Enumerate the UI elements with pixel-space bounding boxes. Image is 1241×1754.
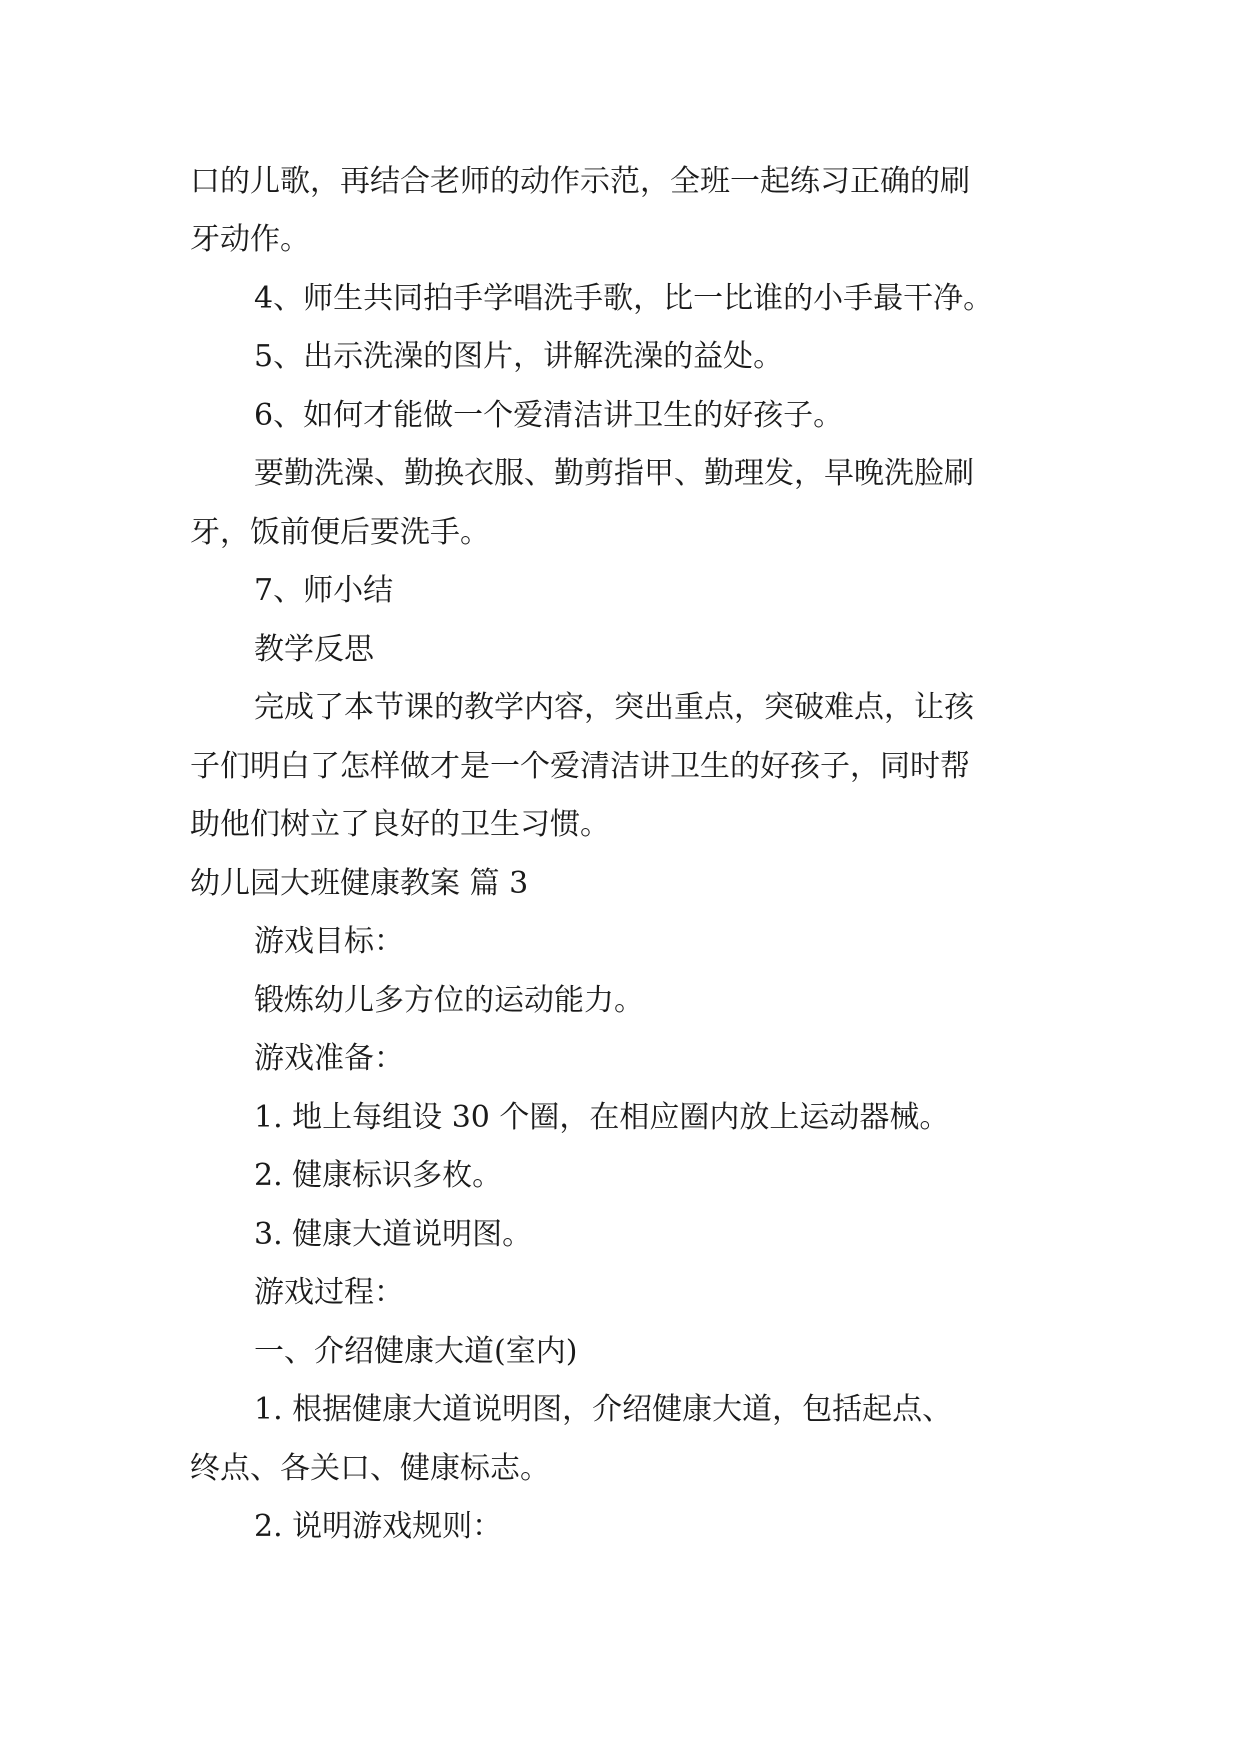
paragraph-line: 终点、各关口、健康标志。: [190, 1451, 550, 1486]
paragraph-line: 牙，饭前便后要洗手。: [190, 515, 490, 550]
paragraph-line: 要勤洗澡、勤换衣服、勤剪指甲、勤理发，早晚洗脸刷: [254, 456, 974, 491]
list-item: 2. 健康标识多枚。: [254, 1158, 503, 1193]
section-label: 教学反思: [254, 632, 374, 667]
paragraph-line: 牙动作。: [190, 222, 310, 257]
paragraph-line: 完成了本节课的教学内容，突出重点，突破难点，让孩: [254, 690, 974, 725]
paragraph-line: 7、师小结: [254, 573, 394, 608]
paragraph-line: 4、师生共同拍手学唱洗手歌，比一比谁的小手最干净。: [254, 281, 994, 316]
section-label: 游戏过程：: [254, 1275, 404, 1310]
section-heading: 幼儿园大班健康教案 篇 3: [190, 866, 529, 901]
paragraph-line: 口的儿歌，再结合老师的动作示范，全班一起练习正确的刷: [190, 164, 970, 199]
paragraph-line: 子们明白了怎样做才是一个爱清洁讲卫生的好孩子，同时帮: [190, 749, 970, 784]
section-label: 游戏准备：: [254, 1041, 404, 1076]
paragraph-line: 5、出示洗澡的图片，讲解洗澡的益处。: [254, 339, 784, 374]
section-label: 游戏目标：: [254, 924, 404, 959]
list-item: 3. 健康大道说明图。: [254, 1217, 533, 1252]
list-item: 1. 根据健康大道说明图，介绍健康大道，包括起点、: [254, 1392, 953, 1427]
paragraph-line: 锻炼幼儿多方位的运动能力。: [254, 983, 644, 1018]
paragraph-line: 6、如何才能做一个爱清洁讲卫生的好孩子。: [254, 398, 844, 433]
paragraph-line: 一、介绍健康大道(室内): [254, 1334, 578, 1369]
list-item: 1. 地上每组设 30 个圈，在相应圈内放上运动器械。: [254, 1100, 950, 1135]
list-item: 2. 说明游戏规则：: [254, 1509, 503, 1544]
paragraph-line: 助他们树立了良好的卫生习惯。: [190, 807, 610, 842]
